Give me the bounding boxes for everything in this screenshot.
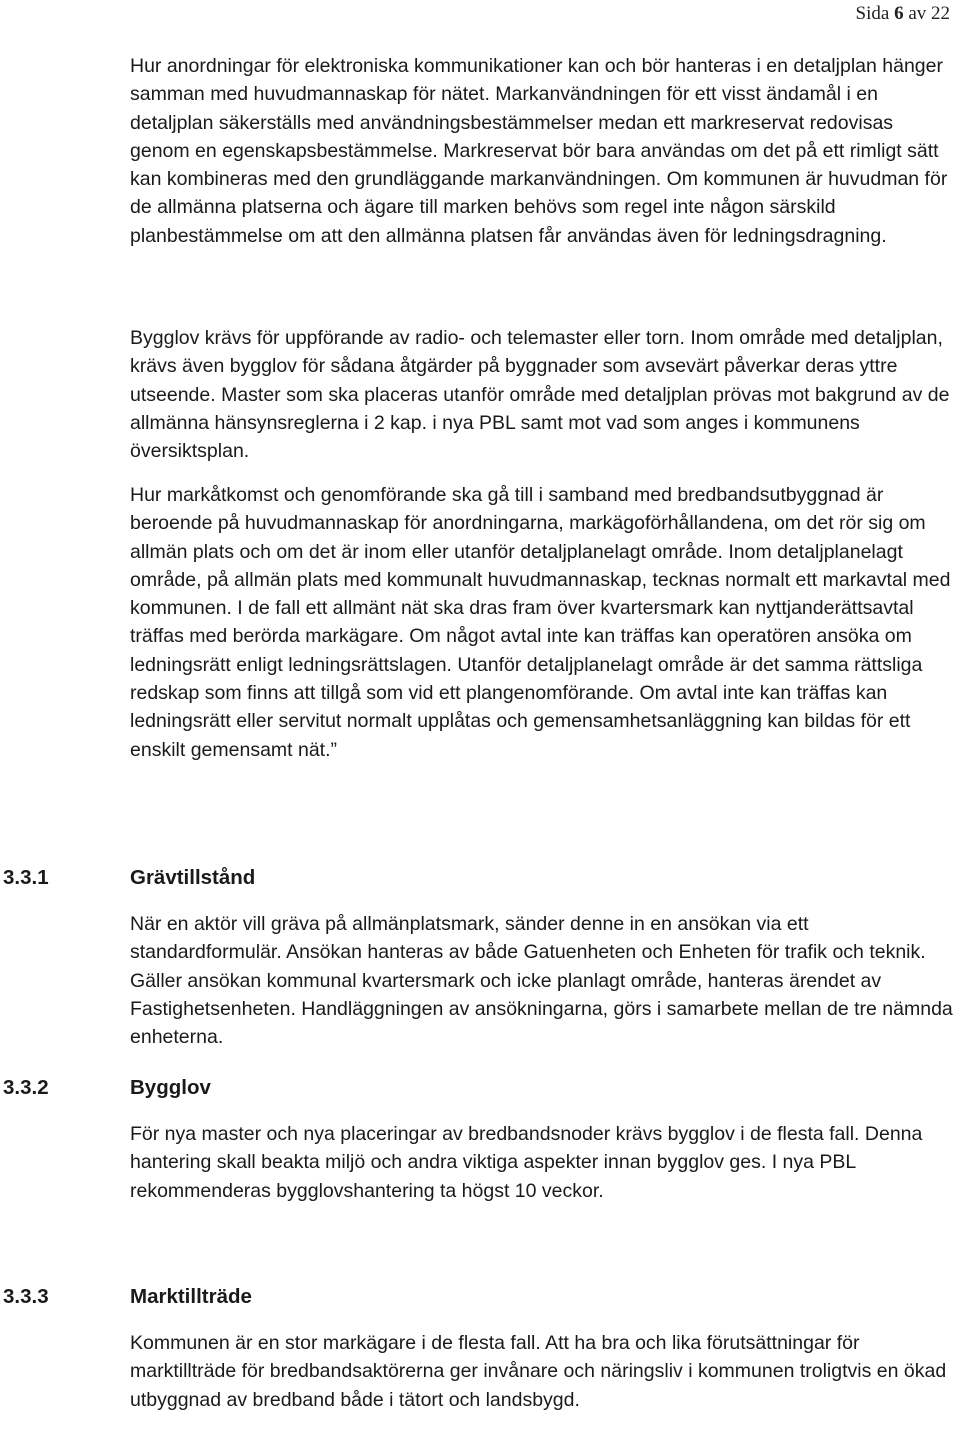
paragraph-markatkomst: Hur markåtkomst och genomförande ska gå till i samband med bredbandsutbyggnad är beroende på huvudmannaskap för anordningarna, markägoförhållandena, om det rör sig om allmän plats och om det är inom eller utanför detaljplanelagt område. Inom detaljplanelagt område, på allmän plats med kommunalt huvudmannaskap, tecknas normalt ett markavtal med kommunen. I de fall ett allmänt nät ska dras fram över kvartersmark kan nyttjanderättsavtal träffas med berörda markägare. Om något avtal inte kan träffas kan operatören ansöka om ledningsrätt enligt ledningsrättslagen. Utanför detaljplanelagt område är det samma rättsliga redskap som finns att tillgå som vid ett plangenomförande. Om avtal inte kan träffas kan ledningsrätt eller servitut normalt upplåtas och gemensamhetsanläggning kan bildas för ett enskilt gemensamt nät.” [130,484,951,761]
section-text-bygglov: För nya master och nya placeringar av bredbandsnoder krävs bygglov i de flesta fall. Denna hantering skall beakta miljö och andra viktiga aspekter innan bygglov ges. I nya PBL rekommenderas bygglovshantering ta högst 10 veckor. [130,1123,923,1202]
section-number: 3.3.3 [3,1285,49,1308]
section-text-marktilltrade: Kommunen är en stor markägare i de flesta fall. Att ha bra och lika förutsättningar för marktillträde för bredbandsaktörerna ger invånare och näringsliv i kommunen troligtvis en ökad utbyggnad av bredband både i tätort och landsbygd. [130,1332,947,1411]
section-number: 3.3.1 [3,866,49,889]
section-heading-bygglov [3,1074,211,1102]
page-of: av [908,3,927,24]
page-total: 22 [931,3,950,24]
page-prefix: Sida [855,3,890,24]
section-heading-gravtillstand [3,864,255,892]
section-title: Marktillträde [130,1285,252,1308]
paragraph-bygglov-master: Bygglov krävs för uppförande av radio- och telemaster eller torn. Inom område med detaljplan, krävs även bygglov för sådana åtgärder på byggnader som avsevärt påverkar deras yttre utseende. Master som ska placeras utanför område med detaljplan prövas mot bakgrund av de allmänna hänsynsreglerna i 2 kap. i nya PBL samt mot vad som anges i kommunens översiktsplan. [130,327,950,463]
page-current: 6 [894,3,904,24]
section-heading-marktilltrade [3,1283,252,1311]
section-title: Grävtillstånd [130,866,256,889]
section-text-gravtillstand: När en aktör vill gräva på allmänplatsmark, sänder denne in en ansökan via ett standardformulär. Ansökan hanteras av både Gatuenheten och Enheten för trafik och teknik. Gäller ansökan kommunal kvartersmark och icke planlagt område, hanteras ärendet av Fastighetsenheten. Handläggningen av ansökningarna, görs i samarbete mellan de tre nämnda enheterna. [130,913,953,1049]
paragraph-detaljplan: Hur anordningar för elektroniska kommunikationer kan och bör hanteras i en detaljplan hänger samman med huvudmannaskap för nätet. Markanvändningen för ett visst ändamål i en detaljplan säkerställs med användningsbestämmelser medan ett markreservat redovisas genom en egenskapsbestämmelse. Markreservat bör bara användas om det på ett rimligt sätt kan kombineras med den grundläggande markanvändningen. Om kommunen är huvudman för de allmänna platserna och ägare till marken behövs som regel inte någon särskild planbestämmelse om att den allmänna platsen får användas även för ledningsdragning. [130,55,948,247]
page-number [856,3,950,25]
section-title: Bygglov [130,1076,211,1099]
section-number: 3.3.2 [3,1076,49,1099]
